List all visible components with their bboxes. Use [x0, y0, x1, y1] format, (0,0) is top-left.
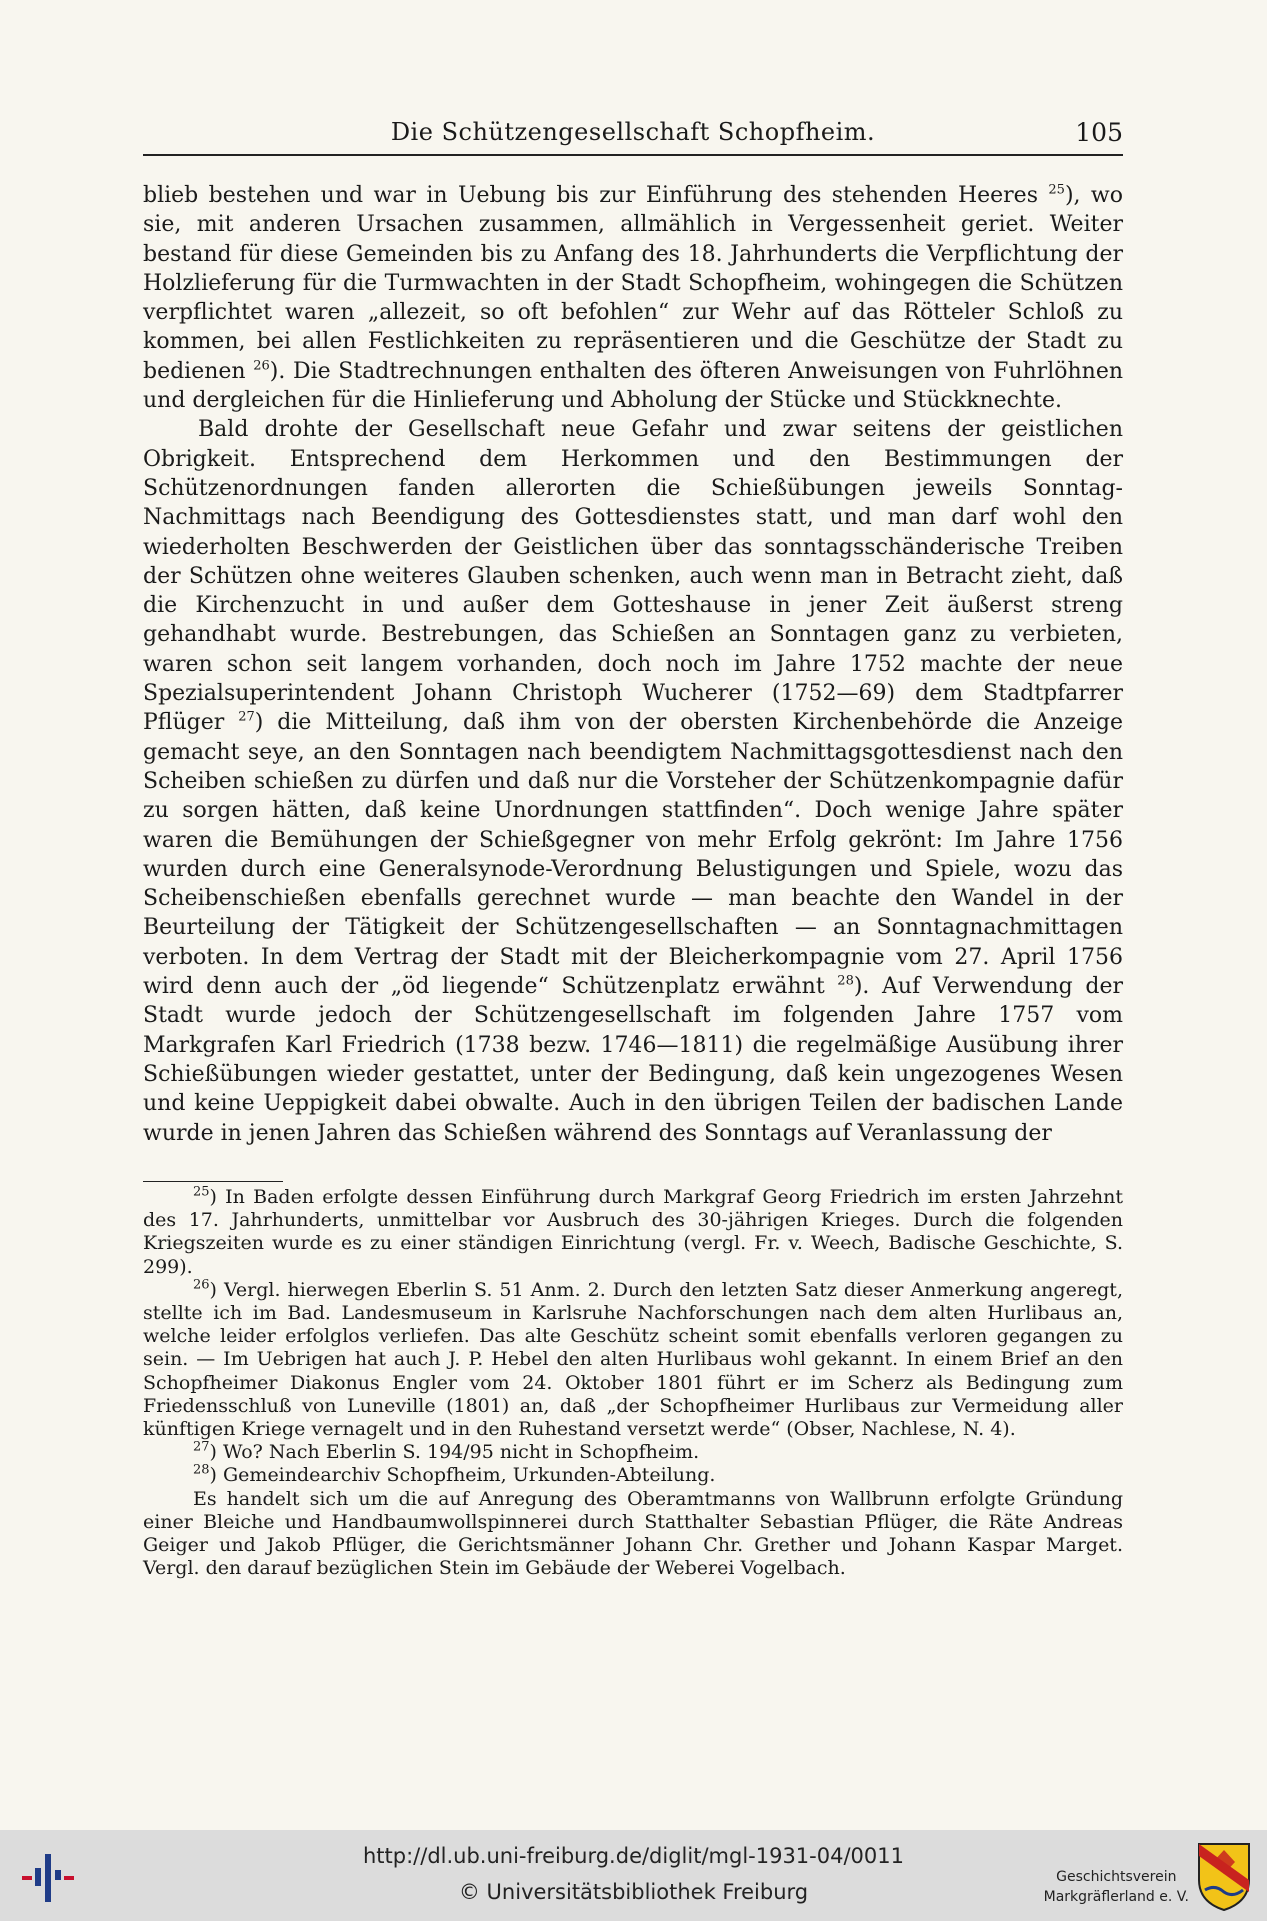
- footnote-text: ) Vergl. hierwegen Eberlin S. 51 Anm. 2. Durch den letzten Satz dieser Anmerkung angeregt, stellte ich im Bad. Landesmuseum in Karlsruhe Nachforschungen nach dem alten Hurlibaus an, welche leider erfolglos verliefen. Das alte Geschütz scheint somit ebenfalls verloren gegangen zu sein. — Im Uebrigen hat auch J. P. Hebel den alten Hurlibaus wohl gekannt. In einem Brief an den Schopfheimer Diakonus Engler vom 24. Oktober 1801 führt er im Scherz als Bedingung zum Friedensschluß von Luneville (1801) an, daß „der Schopfheimer Hurlibaus zur Vermeidung aller künftigen Kriege vernagelt und in den Ruhestand versetzt werde“ (Obser, Nachlese, N. 4).: [143, 1278, 1123, 1441]
- text-run: Bald drohte der Gesellschaft neue Gefahr und zwar seitens der geistlichen Obrigkeit. Entsprechend dem Herkommen und den Bestimmungen der Schützenordnungen fanden allerorten die Schießübungen jeweils Sonntag-Nachmittags nach Beendigung des Gottesdienstes statt, und man darf wohl den wiederholten Beschwerden der Geistlichen über das sonntagsschänderische Treiben der Schützen ohne weiteres Glauben schenken, auch wenn man in Betracht zieht, daß die Kirchenzucht in und außer dem Gotteshause in jener Zeit äußerst streng gehandhabt wurde. Bestrebungen, das Schießen an Sonntagen ganz zu verbieten, waren schon seit langem vorhanden, doch noch im Jahre 1752 machte der neue Spezialsuperintendent Johann Christoph Wucherer (1752—69) dem Stadtpfarrer Pflüger: [143, 417, 1123, 736]
- footnote-marker[interactable]: 26: [253, 358, 270, 374]
- text-run: ). Die Stadtrechnungen enthalten des öfteren Anweisungen von Fuhrlöhnen und dergleichen für die Hinlieferung und Abholung der Stücke und Stückknechte.: [143, 358, 1124, 414]
- paragraph: [143, 415, 1123, 1147]
- footnote: [143, 1186, 1123, 1279]
- footnote: [143, 1441, 1123, 1464]
- footnote-number: 25: [193, 1184, 210, 1200]
- text-run: ), wo sie, mit anderen Ursachen zusammen, allmählich in Vergessenheit geriet. Weiter bestand für diese Gemeinden bis zu Anfang des 18. Jahrhunderts die Verpflichtung der Holzlieferung für die Turmwachten in der Stadt Schopfheim, wohingegen die Schützen verpflichtet waren „allezeit, so oft befohlen“ zur Wehr auf das Rötteler Schloß zu kommen, bei allen Festlichkeiten zu repräsentieren und die Geschütze der Stadt zu bedienen: [143, 183, 1124, 384]
- text-run: ). Auf Verwendung der Stadt wurde jedoch der Schützengesellschaft im folgenden Jahre 1757 vom Markgrafen Karl Friedrich (1738 bezw. 1746—1811) die regelmäßige Ausübung ihrer Schießübungen wieder gestattet, unter der Bedingung, daß kein ungezogenes Wesen und keine Ueppigkeit dabei obwalte. Auch in den übrigen Teilen der badischen Lande wurde in jenen Jahren das Schießen während des Sonntags auf Veranlassung der: [143, 974, 1123, 1146]
- footnote-rule: [143, 1181, 283, 1182]
- footnote-text: ) Wo? Nach Eberlin S. 194/95 nicht in Schopfheim.: [209, 1441, 700, 1464]
- page-number: 105: [1075, 118, 1123, 147]
- footnote: [143, 1279, 1123, 1441]
- page-header: [143, 118, 1123, 158]
- footnote: [143, 1464, 1123, 1487]
- footnote: [143, 1488, 1123, 1581]
- main-text: [143, 181, 1123, 1148]
- footnotes: [143, 1186, 1123, 1580]
- footnote-marker[interactable]: 28: [837, 973, 854, 989]
- text-run: ) die Mitteilung, daß ihm von der obersten Kirchenbehörde die Anzeige gemacht seye, an den Sonntagen nach beendigtem Nachmittagsgottesdienst nach den Scheiben schießen zu dürfen und daß nur die Vorsteher der Schützenkompagnie dafür zu sorgen hätten, daß keine Unordnungen stattfinden“. Doch wenige Jahre später waren die Bemühungen der Schießgegner von mehr Erfolg gekrönt: Im Jahre 1756 wurden durch eine Generalsynode-Verordnung Belustigungen und Spiele, wozu das Scheibenschießen ebenfalls gerechnet wurde — man beachte den Wandel in der Beurteilung der Tätigkeit der Schützengesellschaften — an Sonntagnachmittagen verboten. In dem Vertrag der Stadt mit der Bleicherkompagnie vom 27. April 1756 wird denn auch der „öd liegende“ Schützenplatz erwähnt: [143, 710, 1123, 1000]
- footnote-marker[interactable]: 27: [238, 710, 255, 726]
- permalink-url[interactable]: http://dl.ub.uni-freiburg.de/diglit/mgl-1931-04/0011: [362, 1844, 904, 1868]
- society-name: [1044, 1867, 1189, 1907]
- footnote-text: ) Gemeindearchiv Schopfheim, Urkunden-Abteilung.: [209, 1464, 716, 1487]
- copyright-notice: © Universitätsbibliothek Freiburg: [458, 1880, 809, 1904]
- paragraph: [143, 181, 1123, 415]
- footnote-number: 26: [193, 1277, 210, 1293]
- footnote-marker[interactable]: 25: [1048, 182, 1065, 198]
- header-rule: [143, 154, 1123, 156]
- footnote-text: ) In Baden erfolgte dessen Einführung durch Markgraf Georg Friedrich im ersten Jahrzehnt des 17. Jahrhunderts, unmittelbar vor Ausbruch des 30-jährigen Krieges. Durch die folgenden Kriegszeiten wurde es zu einer ständigen Einrichtung (vergl. Fr. v. Weech, Badische Geschichte, S. 299).: [143, 1186, 1123, 1278]
- society-crest-icon: [1195, 1840, 1253, 1912]
- text-run: blieb bestehen und war in Uebung bis zur Einführung des stehenden Heeres: [143, 183, 1049, 208]
- footnote-number: 27: [193, 1439, 210, 1455]
- footer-bar: [0, 1830, 1267, 1921]
- footnote-number: 28: [193, 1463, 210, 1479]
- running-head: Die Schützengesellschaft Schopfheim.: [390, 118, 876, 146]
- society-name-line1: Geschichtsverein: [1056, 1869, 1177, 1885]
- society-name-line2: Markgräflerland e. V.: [1043, 1889, 1189, 1905]
- footnote-text: Es handelt sich um die auf Anregung des Oberamtmanns von Wallbrunn erfolgte Gründung einer Bleiche und Handbaumwollspinnerei durch Statthalter Sebastian Pflüger, die Räte Andreas Geiger und Jakob Pflüger, die Gerichtsmänner Johann Chr. Grether und Johann Kaspar Marget. Vergl. den darauf bezüglichen Stein im Gebäude der Weberei Vogelbach.: [143, 1487, 1123, 1580]
